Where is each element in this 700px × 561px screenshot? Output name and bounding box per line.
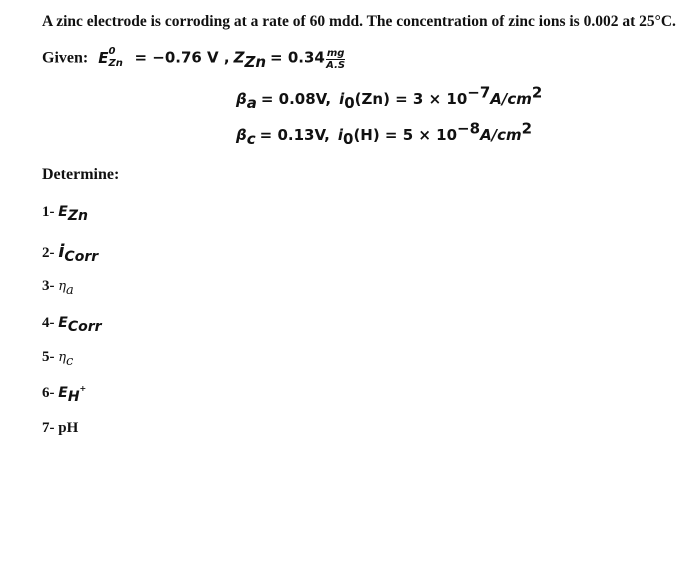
determine-item-1 xyxy=(42,204,88,224)
item-number: 7- xyxy=(42,420,55,436)
item-subscript: H xyxy=(67,389,80,405)
z-unit-fraction xyxy=(326,48,346,71)
given-line xyxy=(42,46,345,72)
equation-cathodic xyxy=(236,119,533,149)
i0-h-unit-exponent: 2 xyxy=(521,119,533,138)
item-subscript: c xyxy=(66,354,74,369)
item-symbol: E xyxy=(58,315,68,331)
e0-supsub xyxy=(108,46,130,72)
determine-label: Determine: xyxy=(42,166,120,183)
i0-zn-exponent: −7 xyxy=(467,83,491,102)
beta-a-subscript: a xyxy=(246,94,257,113)
determine-item-2 xyxy=(42,241,99,265)
determine-item-5 xyxy=(42,349,74,369)
equation-anodic xyxy=(236,83,543,113)
determine-item-6 xyxy=(42,384,87,405)
i0-zn-rest: (Zn) = 3 × 10 xyxy=(354,90,468,108)
given-label: Given: xyxy=(42,49,89,67)
i0-h-unit: A/cm xyxy=(480,126,522,144)
determine-item-7 xyxy=(42,420,78,437)
problem-statement: A zinc electrode is corroding at a rate of 60 mdd. The concentration of zinc ions is 0.002 at 25°C. xyxy=(42,13,676,30)
beta-a-value: = 0.08V, xyxy=(260,90,332,108)
i0-zn-symbol: i xyxy=(339,90,345,108)
determine-item-3 xyxy=(42,278,74,298)
i0-zn-subscript: 0 xyxy=(344,94,355,113)
i0-h-exponent: −8 xyxy=(457,119,481,138)
z-symbol: Z xyxy=(233,48,245,67)
item-number: 2- xyxy=(42,245,55,261)
item-subscript: a xyxy=(66,283,74,298)
item-number: 1- xyxy=(42,204,55,220)
item-number: 5- xyxy=(42,349,55,365)
item-number: 3- xyxy=(42,278,55,294)
i0-h-symbol: i xyxy=(337,126,343,144)
beta-c-subscript: c xyxy=(246,130,256,149)
item-number: 6- xyxy=(42,385,55,401)
item-symbol: E xyxy=(58,385,68,401)
i0-h-subscript: 0 xyxy=(343,130,354,149)
z-subscript: Zn xyxy=(244,52,267,71)
item-symbol: η xyxy=(58,279,67,294)
beta-c-symbol: β xyxy=(236,126,247,144)
z-unit-numerator: mg xyxy=(326,47,345,59)
i0-zn-unit: A/cm xyxy=(490,90,532,108)
determine-item-4 xyxy=(42,315,102,335)
e0-subscript: Zn xyxy=(108,58,123,69)
beta-a-symbol: β xyxy=(236,90,247,108)
i0-zn-unit-exponent: 2 xyxy=(531,83,543,102)
item-subscript: Zn xyxy=(67,208,88,224)
item-symbol: E xyxy=(58,204,68,220)
e0-superscript: 0 xyxy=(108,46,116,57)
item-subscript: Corr xyxy=(67,319,102,335)
z-value: = 0.34 xyxy=(270,48,325,67)
item-symbol: pH xyxy=(58,420,79,436)
item-symbol: i xyxy=(58,241,65,262)
z-unit-denominator: A.S xyxy=(326,59,346,71)
item-number: 4- xyxy=(42,315,55,331)
item-subscript: Corr xyxy=(64,249,99,265)
e0-symbol: E xyxy=(98,48,109,67)
beta-c-value: = 0.13V, xyxy=(259,126,330,144)
item-superscript: + xyxy=(79,384,87,393)
item-symbol: η xyxy=(58,350,67,365)
e0-value: = −0.76 V , xyxy=(134,48,230,67)
i0-h-rest: (H) = 5 × 10 xyxy=(353,126,458,144)
